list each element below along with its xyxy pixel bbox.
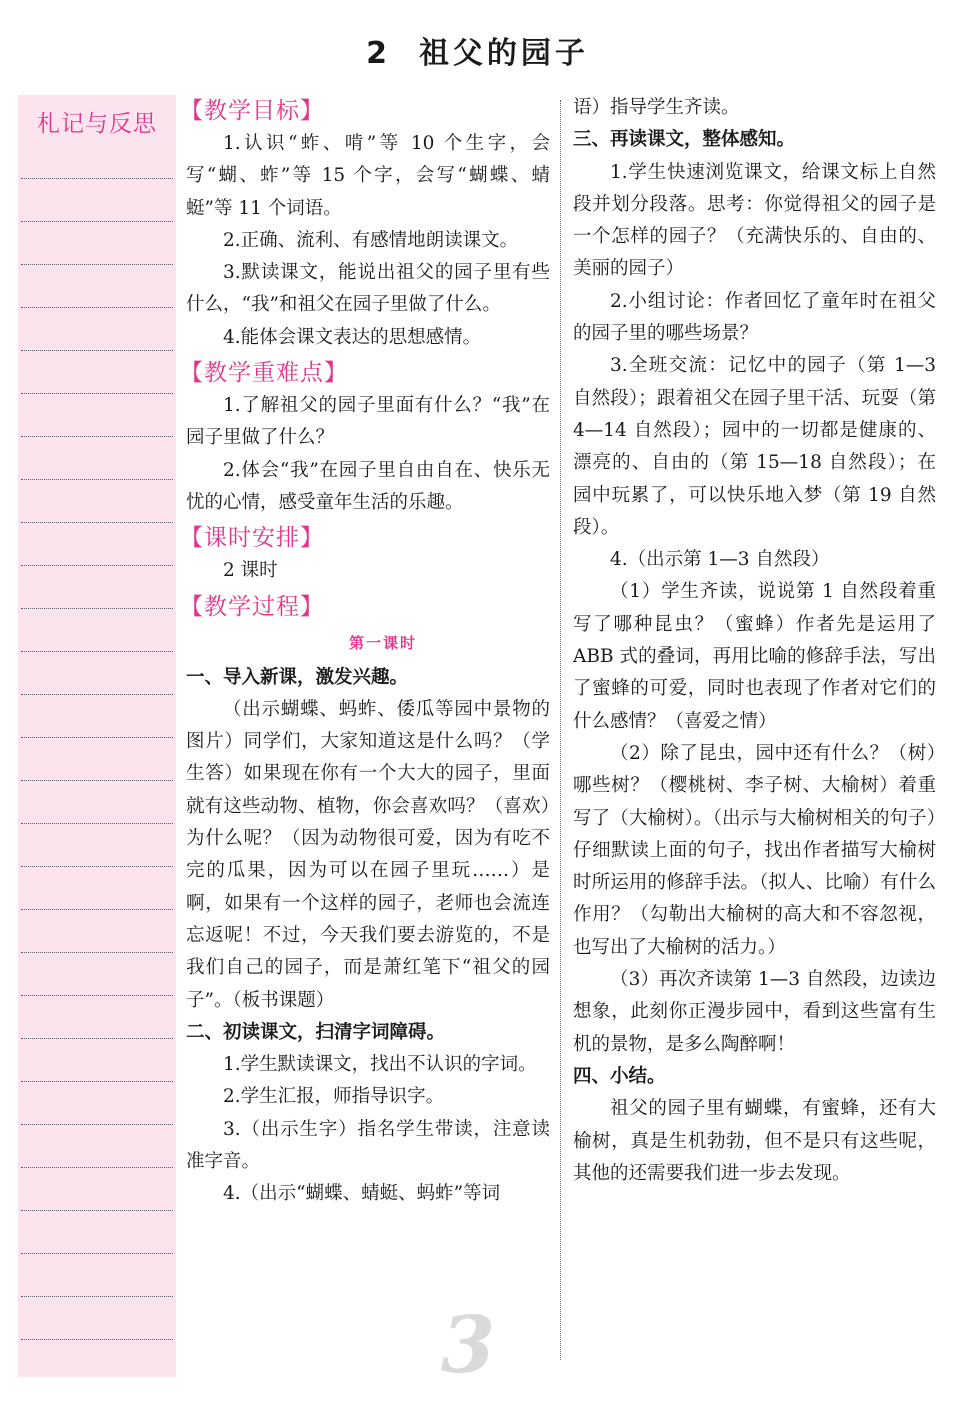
sidebar-note-line (21, 866, 173, 867)
sidebar-title: 札记与反思 (37, 111, 157, 137)
part1-heading: 一、导入新课，激发兴趣。 (186, 666, 409, 688)
sidebar-note-line (21, 436, 173, 437)
part3-item-3: 3.全班交流：记忆中的园子（第 1—3 自然段）；跟着祖父在园子里干活、玩耍（第 4—14 自然段）；园中的一切都是健康的、漂亮的、自由的（第 15—18 自然段）；在园中玩累了，可以快乐地入梦（第 19 自然段）。 (573, 355, 936, 538)
right-column (573, 92, 936, 1190)
sidebar-note-line (21, 651, 173, 652)
objective-3: 3.默读课文，能说出祖父的园子里有些什么，“我”和祖父在园子里做了什么。 (186, 262, 550, 316)
sidebar-note-line (21, 1210, 173, 1211)
lesson-title-text: 祖父的园子 (418, 36, 589, 71)
section-process: 【教学过程】 (180, 593, 324, 620)
sidebar-note-line (21, 1167, 173, 1168)
part2-item-2: 2.学生汇报，师指导识字。 (223, 1086, 445, 1108)
lesson-title (0, 28, 955, 72)
key-point-1: 1.了解祖父的园子里面有什么？“我”在园子里做了什么？ (186, 395, 550, 449)
sidebar-note-line (21, 1081, 173, 1082)
sidebar-note-line (21, 264, 173, 265)
sidebar-note-line (21, 522, 173, 523)
part3-heading: 三、再读课文，整体感知。 (573, 129, 796, 151)
section-key-points: 【教学重难点】 (180, 360, 348, 387)
sidebar-note-line (21, 479, 173, 480)
column-divider (560, 100, 561, 1360)
part1-text: （出示蝴蝶、蚂蚱、倭瓜等园中景物的图片）同学们，大家知道这是什么吗？（学生答）如果现在你有一个大大的园子，里面就有这些动物、植物，你会喜欢吗？（喜欢）为什么呢？（因为动物很可爱，因为有吃不完的瓜果，因为可以在园子里玩……）是啊，如果有一个这样的园子，老师也会流连忘返呢！不过，今天我们要去游览的，不是我们自己的园子，而是萧红笔下“祖父的园子”。（板书课题） (186, 698, 550, 1011)
schedule-text: 2 课时 (223, 560, 278, 582)
lesson-number: 2 (366, 36, 391, 71)
notes-sidebar (18, 95, 176, 1377)
sidebar-note-line (21, 737, 173, 738)
sidebar-note-line (21, 995, 173, 996)
part2-item-3: 3.（出示生字）指名学生带读，注意读准字音。 (186, 1118, 550, 1173)
part2-item-1: 1.学生默读课文，找出不认识的字词。 (223, 1054, 537, 1076)
part3-item-7: （3）再次齐读第 1—3 自然段，边读边想象，此刻你正漫步园中，看到这些富有生机的景物，是多么陶醉啊！ (573, 969, 936, 1055)
part4-heading: 四、小结。 (573, 1065, 666, 1087)
part3-item-1: 1.学生快速浏览课文，给课文标上自然段并划分段落。思考：你觉得祖父的园子是一个怎样的园子？（充满快乐的、自由的、美丽的园子） (573, 161, 936, 280)
sidebar-note-line (21, 780, 173, 781)
sidebar-note-line (21, 1296, 173, 1297)
section-objectives: 【教学目标】 (180, 98, 324, 124)
part3-item-4: 4.（出示第 1—3 自然段） (610, 549, 830, 571)
sidebar-note-line (21, 909, 173, 910)
sidebar-note-line (21, 221, 173, 222)
sidebar-note-line (21, 1038, 173, 1039)
section-schedule: 【课时安排】 (180, 525, 324, 552)
part2-continued: 语）指导学生齐读。 (573, 97, 740, 118)
key-point-2: 2.体会“我”在园子里自由自在、快乐无忧的心情，感受童年生活的乐趣。 (186, 459, 550, 513)
part3-item-6: （2）除了昆虫，园中还有什么？（树）哪些树？（樱桃树、李子树、大榆树）着重写了（大榆树）。（出示与大榆树相关的句子）仔细默读上面的句子，找出作者描写大榆树时所运用的修辞手法。（拟人、比喻）有什么作用？（勾勒出大榆树的高大和不容忽视，也写出了大榆树的活力。） (573, 742, 936, 958)
part3-item-5: （1）学生齐读，说说第 1 自然段着重写了哪种昆虫？（蜜蜂）作者先是运用了 ABB 式的叠词，再用比喻的修辞手法，写出了蜜蜂的可爱，同时也表现了作者对它们的什么感情？（喜爱之情） (573, 581, 936, 732)
sidebar-note-line (21, 178, 173, 179)
lesson1-label: 第一课时 (348, 633, 417, 652)
left-column (180, 92, 550, 1211)
sidebar-note-line (21, 350, 173, 351)
sidebar-note-line (21, 1124, 173, 1125)
page-number: 3 (440, 1300, 496, 1391)
sidebar-note-line (21, 307, 173, 308)
sidebar-note-line (21, 823, 173, 824)
part2-heading: 二、初读课文，扫清字词障碍。 (186, 1021, 446, 1043)
part2-item-4: 4.（出示“蝴蝶、蜻蜓、蚂蚱”等词 (223, 1183, 501, 1205)
objective-4: 4.能体会课文表达的思想感情。 (223, 326, 482, 348)
sidebar-note-line (21, 952, 173, 953)
sidebar-note-line (21, 565, 173, 566)
part3-item-2: 2.小组讨论：作者回忆了童年时在祖父的园子里的哪些场景？ (573, 290, 936, 345)
sidebar-note-line (21, 393, 173, 394)
sidebar-note-line (21, 1339, 173, 1340)
sidebar-note-line (21, 1253, 173, 1254)
sidebar-note-line (21, 694, 173, 695)
objective-1: 1.认识“蚱、啃”等 10 个生字，会写“蝴、蚱”等 15 个字，会写“蝴蝶、蜻蜓”等 11 个词语。 (186, 133, 550, 219)
sidebar-note-line (21, 608, 173, 609)
objective-2: 2.正确、流利、有感情地朗读课文。 (223, 229, 519, 251)
part4-text: 祖父的园子里有蝴蝶，有蜜蜂，还有大榆树，真是生机勃勃，但不是只有这些呢，其他的还需要我们进一步去发现。 (573, 1098, 936, 1184)
